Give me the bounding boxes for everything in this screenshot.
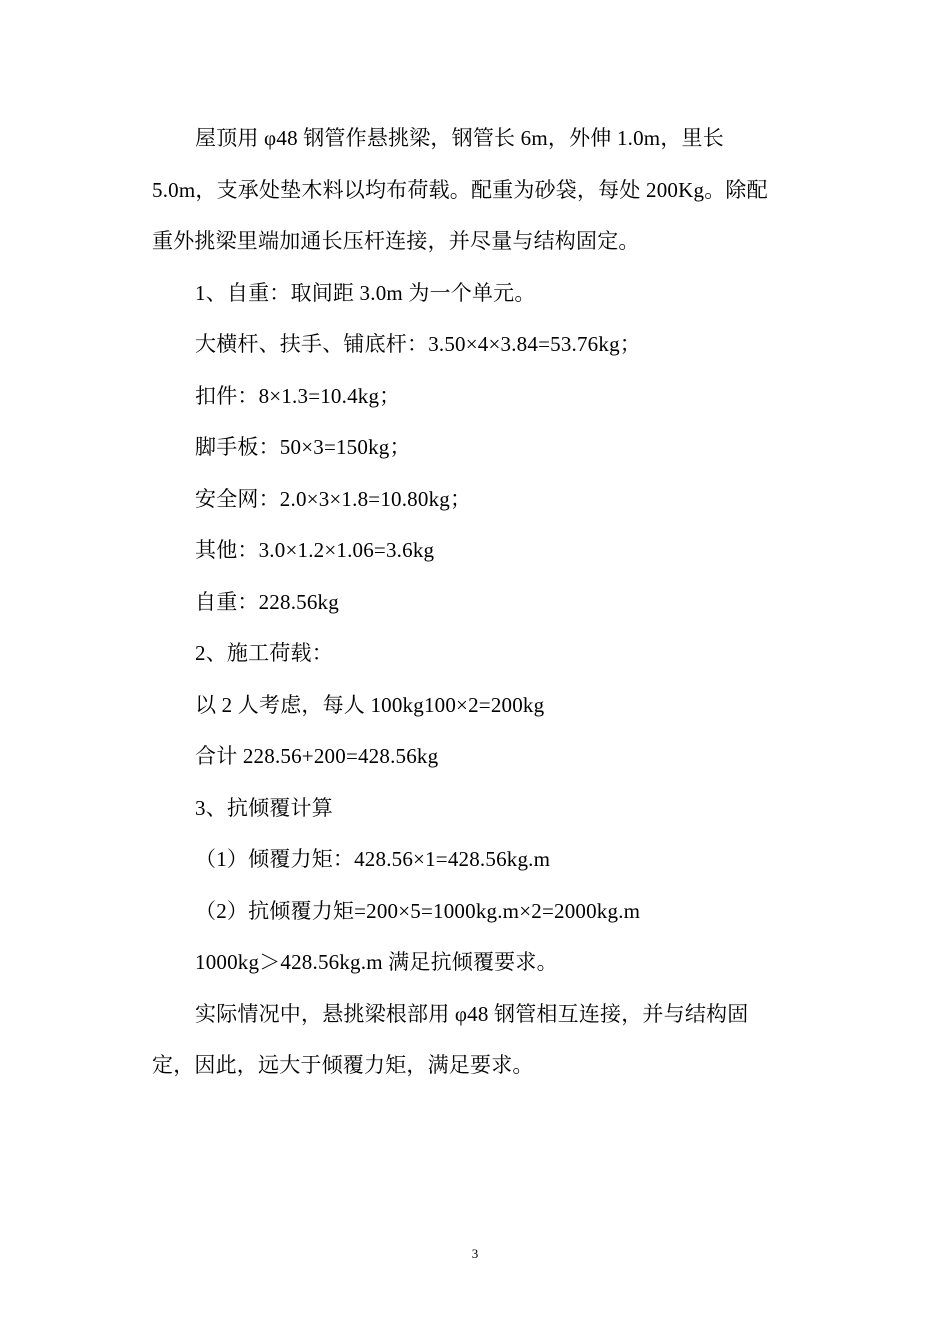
calc-line-resisting-moment: （2）抗倾覆力矩=200×5=1000kg.m×2=2000kg.m	[195, 899, 641, 923]
calc-line-horizontal-bars: 大横杆、扶手、铺底杆：3.50×4×3.84=53.76kg；	[195, 332, 641, 356]
paragraph-line-actual-2: 定，因此，远大于倾覆力矩，满足要求。	[152, 1053, 534, 1077]
calc-line-overturning-moment: （1）倾覆力矩：428.56×1=428.56kg.m	[195, 847, 551, 871]
section-heading-self-weight: 1、自重：取间距 3.0m 为一个单元。	[195, 281, 536, 305]
calc-line-safety-net: 安全网：2.0×3×1.8=10.80kg；	[195, 487, 472, 511]
paragraph-line-1: 屋顶用 φ48 钢管作悬挑梁，钢管长 6m，外伸 1.0m，里长	[195, 126, 724, 150]
paragraph-line-actual-1: 实际情况中，悬挑梁根部用 φ48 钢管相互连接，并与结构固	[195, 1002, 749, 1026]
calc-line-self-weight-total: 自重：228.56kg	[195, 590, 339, 614]
calc-line-conclusion: 1000kg＞428.56kg.m 满足抗倾覆要求。	[195, 950, 558, 974]
calc-line-workers: 以 2 人考虑，每人 100kg100×2=200kg	[195, 693, 545, 717]
paragraph-line-3: 重外挑梁里端加通长压杆连接，并尽量与结构固定。	[152, 229, 640, 253]
calc-line-total: 合计 228.56+200=428.56kg	[195, 744, 439, 768]
page-number: 3	[471, 1246, 479, 1261]
section-heading-anti-overturning: 3、抗倾覆计算	[195, 796, 333, 820]
calc-line-scaffold-boards: 脚手板：50×3=150kg；	[195, 435, 411, 459]
calc-line-fasteners: 扣件：8×1.3=10.4kg；	[195, 384, 401, 408]
section-heading-construction-load: 2、施工荷载：	[195, 641, 333, 665]
calc-line-others: 其他：3.0×1.2×1.06=3.6kg	[195, 538, 435, 562]
paragraph-line-2: 5.0m，支承处垫木料以均布荷载。配重为砂袋，每处 200Kg。除配	[152, 178, 768, 202]
